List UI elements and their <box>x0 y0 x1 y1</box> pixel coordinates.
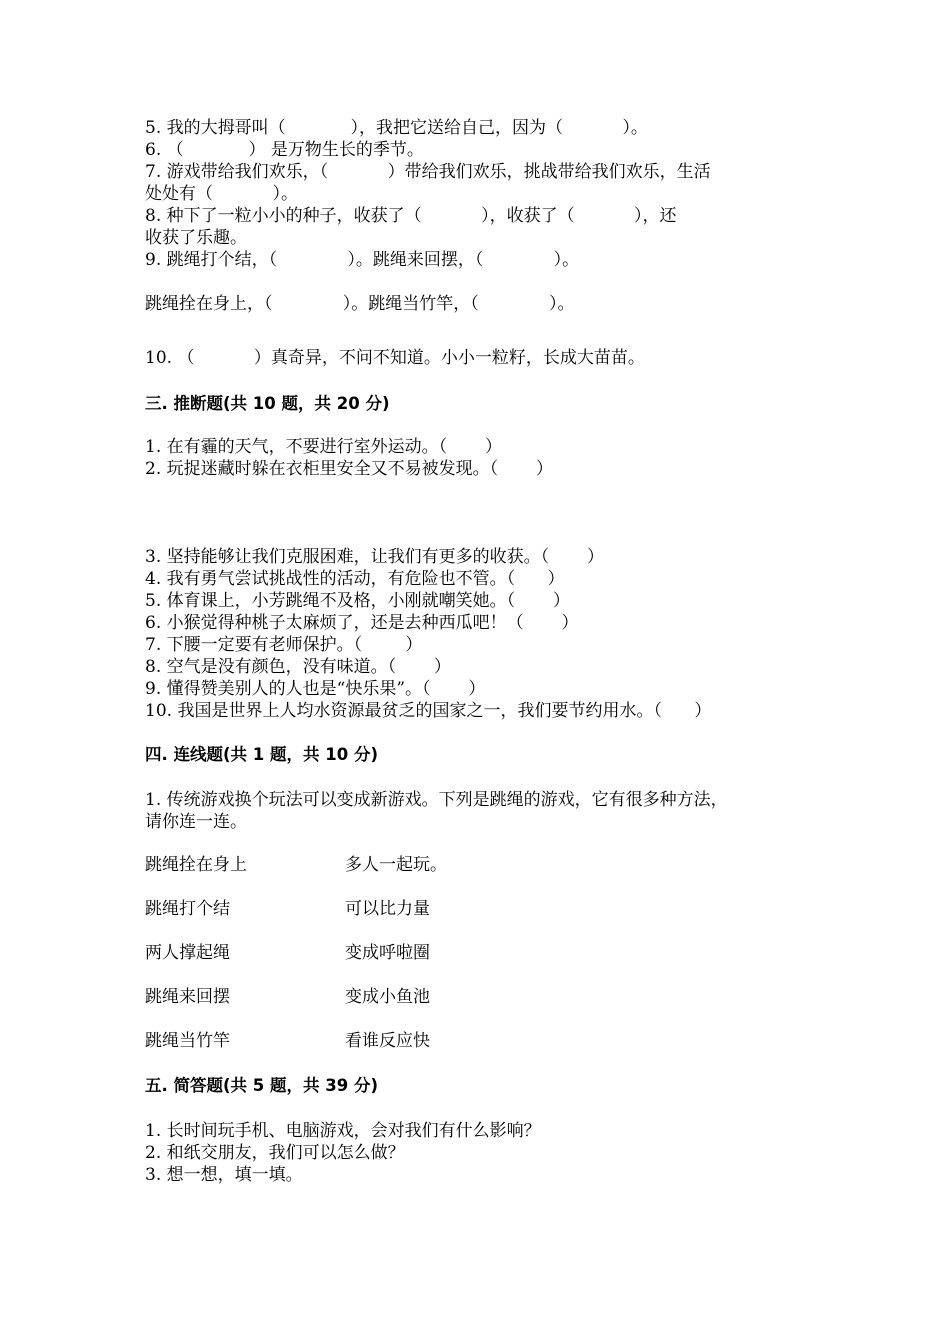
short-answer-item: 1. 长时间玩手机、电脑游戏，会对我们有什么影响？ <box>145 1121 541 1141</box>
matching-intro-line1: 1. 传统游戏换个玩法可以变成新游戏。下列是跳绳的游戏，它有很多种方法， <box>145 790 728 810</box>
judgment-item: 3. 坚持能够让我们克服困难，让我们有更多的收获。（ ） <box>145 547 604 567</box>
matching-right-item[interactable]: 变成呼啦圈 <box>345 943 430 963</box>
matching-intro-line2: 请你连一连。 <box>145 812 247 832</box>
section-heading-matching: 四. 连线题(共 1 题，共 10 分) <box>145 745 379 764</box>
matching-right-item[interactable]: 可以比力量 <box>345 899 430 919</box>
fill-in-q10: 10. （ ）真奇异，不问不知道。小小一粒籽，长成大苗苗。 <box>145 348 645 368</box>
fill-in-q9-line1: 9. 跳绳打个结，（ ）。跳绳来回摆，（ ）。 <box>145 250 580 270</box>
judgment-item: 4. 我有勇气尝试挑战性的活动，有危险也不管。（ ） <box>145 569 565 589</box>
section-heading-short-answer: 五. 简答题(共 5 题，共 39 分) <box>145 1076 379 1095</box>
judgment-item: 10. 我国是世界上人均水资源最贫乏的国家之一，我们要节约用水。（ ） <box>145 701 712 721</box>
judgment-item: 9. 懂得赞美别人的人也是“快乐果”。（ ） <box>145 679 486 699</box>
fill-in-q8-line2: 收获了乐趣。 <box>145 228 247 248</box>
matching-left-item[interactable]: 两人撑起绳 <box>145 943 230 963</box>
matching-left-item[interactable]: 跳绳打个结 <box>145 899 230 919</box>
section-heading-judgment: 三. 推断题(共 10 题，共 20 分) <box>145 394 390 413</box>
short-answer-item: 3. 想一想，填一填。 <box>145 1165 303 1185</box>
matching-right-item[interactable]: 变成小鱼池 <box>345 987 430 1007</box>
judgment-item: 5. 体育课上，小芳跳绳不及格，小刚就嘲笑她。（ ） <box>145 591 570 611</box>
fill-in-q6: 6. （ ） 是万物生长的季节。 <box>145 140 424 160</box>
matching-right-item[interactable]: 看谁反应快 <box>345 1031 430 1051</box>
fill-in-q7-line2: 处处有（ ）。 <box>145 184 298 204</box>
judgment-item: 7. 下腰一定要有老师保护。（ ） <box>145 635 423 655</box>
matching-left-item[interactable]: 跳绳拴在身上 <box>145 855 247 875</box>
matching-right-item[interactable]: 多人一起玩。 <box>345 855 447 875</box>
fill-in-q5: 5. 我的大拇哥叫（ ），我把它送给自己，因为（ ）。 <box>145 118 648 138</box>
matching-left-item[interactable]: 跳绳来回摆 <box>145 987 230 1007</box>
fill-in-q9-line2: 跳绳拴在身上，（ ）。跳绳当竹竿，（ ）。 <box>145 294 575 314</box>
judgment-item: 8. 空气是没有颜色，没有味道。（ ） <box>145 657 451 677</box>
judgment-item: 6. 小猴觉得种桃子太麻烦了，还是去种西瓜吧！（ ） <box>145 613 579 633</box>
judgment-item: 1. 在有霾的天气，不要进行室外运动。（ ） <box>145 437 502 457</box>
fill-in-q8-line1: 8. 种下了一粒小小的种子，收获了（ ），收获了（ ），还 <box>145 206 677 226</box>
matching-left-item[interactable]: 跳绳当竹竿 <box>145 1031 230 1051</box>
judgment-item: 2. 玩捉迷藏时躲在衣柜里安全又不易被发现。（ ） <box>145 459 553 479</box>
short-answer-item: 2. 和纸交朋友，我们可以怎么做？ <box>145 1143 405 1163</box>
fill-in-q7-line1: 7. 游戏带给我们欢乐，（ ）带给我们欢乐，挑战带给我们欢乐，生活 <box>145 162 711 182</box>
